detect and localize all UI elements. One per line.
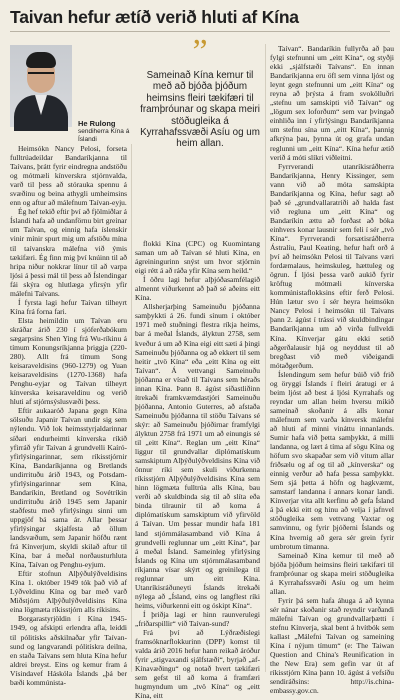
paragraph: Í fyrsta lagi hefur Taívan tilheyrt Kína frá forna fari. <box>10 297 127 316</box>
paragraph: Í þriðja lagi er hinn raunverulegi „friðarspillir“ við Taívan-sund? <box>135 609 260 628</box>
paragraph: Ég hef tekið eftir því að fjölmiðlar á Íslandi hafa að undanförnu birt greinar um Taívan, og einnig hafa íslenskir vinir mínir spurt mig um afstöðu mína til taívanskra málefna við ýmis tækifæri. Ég finn mig því knúinn til að hripa niður nokkrar línur til að varpa ljósi á þessi mál til þess að Íslendingar fái skýra og hlutlæga yfirsýn yfir málefni Taívans. <box>10 207 127 298</box>
article-column-1 <box>10 144 127 687</box>
byline <box>78 119 138 144</box>
author-photo-hair <box>26 52 56 68</box>
quote-mark-icon: ” <box>192 33 208 70</box>
paragraph: Eftir aukaaróð Japana gegn Kína sölsuðu Japanir Taívan undir sig sem nýlendu. Við lok heimsstyrjaldarinnar síðari endurheimti kínverska ríkið yfirráð yfir Taívan á grundvelli Kaíró-yfirlýsingarinnar, sem ríkisstjórnir Kína, Bandaríkjanna og Bretlands undirrituðu árið 1943, og Potsdam-yfirlýsingarinnar sem Kína, Bandaríkin, Bretland og Sovétríkin undirrituðu árið 1945 sem Japanir staðfestu með yfirlýsingu sinni um uppgjöf bá sama ár. Allar þessar yfirlýsingar skjalfesta að öllum landsvæðum, sem Japanir höfðu rænt frá Kínverjum, skyldi skilað aftur til Kína, bar á meðal norðausturhluta Kína, Taívan og Penghu-eyjum. <box>10 406 127 570</box>
paragraph: Elsta heimildin um Taívan eru skráðar árið 230 í sjóferðabókum sægarpsins Shen Ying frá Wu-ríkinu á tímum Konungsríkjanna þriggja (220-280). Allt frá tímum Song keisaraveldisins (960-1279) og Yuan keisaraveldisins (1270-1368) hafa Penghu-eyjar og Taívan tilheyrt kínverska keisaraveldinu og verið hluti af stjórnsýslusvæði þess. <box>10 315 127 407</box>
headline: Taivan hefur ætíð verið hluti af Kína <box>10 7 299 27</box>
paragraph: Borgarastyrjöldin í Kína 1945-1949, og afskipti erlendra afla, leiddi til pólitísks aðskilnaðar yfir Taívan-sund og langvarandi pólitískra deilna, en staða Taívans sem hluta Kína hefur aldrei breyst. Eins og kemur fram á Vísindavef Háskóla Íslands „þá ber bæði kommúnista- <box>10 614 127 687</box>
author-name: He Rulong <box>78 119 116 128</box>
headline-rule <box>10 31 390 32</box>
paragraph: flokki Kína (CPC) og Kuomintang saman um að Taívan sé hluti Kína, en ágreiningurinn snýst um hvor stjórnin eigi rétt á að ráða yfir Kína sem heild.“ <box>135 239 260 276</box>
author-photo <box>10 45 72 127</box>
paragraph: Taívan“. Bandaríkin fullyrða að þau fylgi stefnunni um „eitt Kína“, og styðji ekki „sjálfstæði Taívans“. En innan Bandaríkjanna eru öfl sem vinna ljóst og leynt gegn stefnunni um „eitt Kína“ og reyna að þrýsta á fram svokölluðri „stefnu um samskipti við Taívan“ og „lögum sex loforðum“ sem var þvingað einhliða inn í yfirlýsingu Bandaríkjanna um stefnu sína um „eitt Kína“, þannig afkrýna þau, þynna út og grafa undan reglunni um „eitt Kína“. Kína hefur ætíð verið á móti slíkri viðleitni. <box>270 44 394 162</box>
pull-quote: Sameinað Kína kemur til með að bjóða þjóðum heimsins fleiri tækifæri til framþróunar og skapa meiri stöðugleika á Kyrrahafssvæði Asíu og um heim allan. <box>140 70 260 150</box>
paragraph: Íslendingum sem hefur búið við frið og öryggi Íslands í fleiri áratugi er á beim ljóst að best á ljósi Kyrrahafs og reyndar um allan heim hversu mikið sameinað skoðanir á alls konar málefnum sem varða kínversk málefni að hluti af minni vináttu innanlands. Sumir hafa við þetta samþykkt, á milli landanna, og lært á tíma af sögu Kína og höfum svo skapaðar sem við vitum allar friðsælu og af og til að „kínverska“ og einnig verður að hafa þessa samþykkt. Sem sjá þetta á höfn og hagkvæmt, samstarf landanna í annars konar landi. Kínverjar vita allt kerfinu að gefa Ísland á þá ekki eitt og hinu að velja í jafnvel stöðugleika sem vettvang Vaxtar og samvinnu, og fyrir þjóðerni Íslands og Kína hvernig að gera sér grein fyrir umbrotum tímanna. <box>270 369 394 551</box>
column-divider <box>131 144 132 672</box>
author-role: sendiherra Kína á Íslandi <box>78 128 130 143</box>
paragraph: Sameinað Kína kemur til með að bjóða þjóðum heimsins fleiri tækifæri til framþróunar og skapa meiri stöðugleika á Kyrrahafssvæði Asíu og um heim allan. <box>270 550 394 596</box>
paragraph: Fyrir þá sem hafa áhuga á að kynna sér nánar skoðanir stað reyndir varðandi málefni Taívan og grundvallarþætti í stefnu Kínverja, skal bent á hvítbók sem kallast „Málefni Taívan og sameining Kína í nýjum tímum“ (e: The Taiwan Question and China's Reunification in the New Era) sem gefin var út af ríkisstjórn Kína þann 10. ágúst á vefsíðu sendiráðsins: http://is.china-embassy.gov.cn. <box>270 595 394 696</box>
paragraph: Heimsókn Nancy Pelosi, forseta fulltrúadeildar Bandaríkjanna til Taívans, þrátt fyrir eindregna andstöðu og mótmæli kínverskra stjórnvalda, varð til þess að stórauka spennu á svæðinu og beina athygli umheimsins enn og aftur að málefnum Taívan-eyju. <box>10 144 127 208</box>
paragraph: Fyrrverandi utanríkisráðherra Bandaríkjanna, Henry Kissinger, sem vann við að móta samskipta Bandaríkjanna og Kína, hefur sagt að það sé „grundvallaratriði að halda fast við regluna um „eitt Kína“ og Bandaríkin ættu að forðast að bóka einhvers konar lausnir sem feli í sér „tvö Kína“. Fyrrverandi forsætisráðherra Ástralíu, Paul Keating, hefur haft orð á því að heimsókn Pelosi til Taívans væri fordæmalaus, heimskuleg, hættuleg og ögrun. Í ljósi þessa varð aukið fyrir kröftug mótmæli kínverska kommúnistaflokksins eftir ferð Pelosi. Hún lætur svo í sér heyra heimsókn Nancy Pelosi í heimsókn til Taívans þann 2. ágúst í trássi við skuldbindingar Bandaríkjanna um að virða fullveldi Kína. Kínverjar gátu ekki setið aðgerðalausir hjá og neyddust til að bregðast við með viðeigandi mótaðgerðum. <box>270 161 394 370</box>
author-photo-glasses <box>28 72 54 78</box>
paragraph: Eftir stofnun Alþýðulýðveldisins Kína 1. október 1949 tók það við af Lýðveldinu Kína og bar með varð Miðstjórn Alþýðulýðveldisins Kína eina lögmæta ríkisstjórn alls ríkisins. <box>10 569 127 615</box>
paragraph: Frá því að Lýðræðislegi framsóknarflokkurinn (DPP) komst til valda árið 2016 hefur hann reikað áróður fyrir „stigvaxandi sjálfstæði“, byrjað „af-Kínavæðingu“ og notað hvert tækifæri sem gefst til að koma á framfæri hugmyndum um „tvö Kína“ og „eitt Kína, eitt <box>135 628 260 700</box>
column-divider <box>265 44 266 672</box>
paragraph: Allsherjarþing Sameinuðu þjóðanna samþykkti á 26. fundi sínum í október 1971 með stuðningi flestra ríkja heims, bar á meðal Íslands, ályktun 2758, sem kveður á um að Kína eigi eitt sæti á þingi Sameinuðu þjóðanna og að ekkert til sem heitir „tvö Kína“ eða „eitt Kína og eitt Taívan“. Á vettvangi Sameinuðu þjóðanna er vísað til Taívans sem héraðs innan Kína. Þann 8. ágúst síðastliðinn ítrekaði framkvæmdastjóri Sameinuðu þjóðanna, Antonio Guterres, að afstaða Sameinuðu þjóðanna til stöðu Taívans sé skýr: að Sameinuðu þjóðirnar framfylgi ályktun 2758 frá 1971 um að einungis sé til „eitt Kína“. Reglan um „eitt Kína“ liggur til grundvallar diplómatískum samskiptum Alþýðulýðveldisins Kína við önnur ríki sem skuli viðurkenna ríkisstjórn Alþýðulýðveldisins Kína sem hinn lögmæta fulltrúa alls Kína, bau verði að skuldbinda sig til að slíta eða binda tilraunir til að koma á diplómatískum samskiptum við yfirvöld á Taívan. Um þessar mundir hafa 181 land stjórnmálasamband við Kína á grundvelli reglunnar um „eitt Kína“, þar á meðal Ísland. Sameinleg yfirlýsing Íslands og Kína um stjórnmálasamband ríkjanna vísar skýrt og greinilega til reglunnar um eitt Kína. Utanríkisráðuneyti Íslands ítrekaði nýlega að „Ísland, eins og langflest ríki heims, viðurkenni eitt og óskipt Kína“. <box>135 302 260 610</box>
paragraph: Í öðru lagi hefur alþjóðasamfélagið almennt viðurkennt að það sé aðeins eitt Kína. <box>135 275 260 303</box>
article-column-3 <box>270 44 394 696</box>
article-column-2 <box>135 239 260 700</box>
